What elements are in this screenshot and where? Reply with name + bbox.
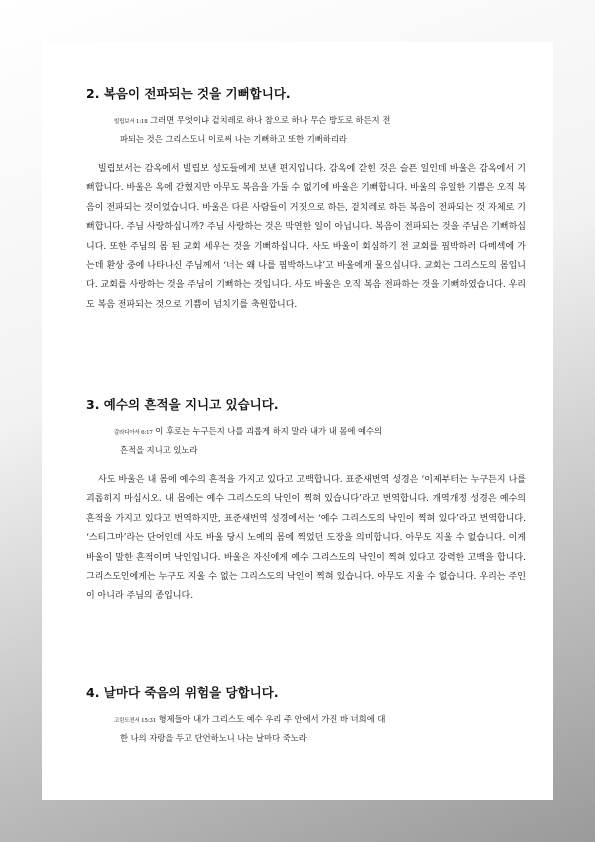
verse-text-line1: 그러면 무엇이냐 겉치레로 하나 참으로 하나 무슨 방도로 하든지 전 bbox=[150, 115, 391, 125]
body-paragraph: 빌립보서는 감옥에서 빌립보 성도들에게 보낸 편지입니다. 감옥에 갇힌 것은 슬픈 일인데 바울은 감옥에서 기뻐합니다. 바울은 옥에 갇혔지만 아무도 복음을 가둘 수 없기에 바울은 기뻐합니다. 바울의 유일한 기쁨은 오직 복음이 전파되는 것이었습니다. 바울은 다른 사람들이 거짓으로 하든, 겉치레로 하든 복음이 전파되는 것 자체로 기뻐합니다. 주님 사랑하십니까? 주님 사랑하는 것은 막연한 일이 아닙니다. 복음이 전파되는 것을 주님은 기뻐하십니다. 또한 주님의 몸 된 교회 세우는 것을 기뻐하십니다. 사도 바울이 회심하기 전 교회를 핍박하러 다메섹에 가는데 환상 중에 나타나신 주님께서 ‘너는 왜 나를 핍박하느냐’고 바울에게 물으십니다. 교회는 그리스도의 몸입니다. 교회를 사랑하는 것을 주님이 기뻐하는 것입니다. 사도 바울은 오직 복음 전파하는 것을 기뻐하였습니다. 우리도 복음 전파되는 것으로 기쁨이 넘치기를 축원합니다. bbox=[86, 164, 526, 310]
section-4 bbox=[86, 685, 526, 747]
verse-text-line1: 형제들아 내가 그리스도 예수 우리 주 안에서 가진 바 너희에 대 bbox=[158, 714, 386, 724]
verse-reference: 고린도전서 15:31 bbox=[114, 718, 156, 724]
scripture-quote bbox=[114, 112, 498, 148]
verse-reference: 빌립보서 1:18 bbox=[114, 119, 148, 125]
verse-text-line2: 파되는 것은 그리스도니 이로써 나는 기뻐하고 또한 기뻐하리라 bbox=[120, 134, 347, 144]
section-heading: 3. 예수의 흔적을 지니고 있습니다. bbox=[86, 397, 279, 412]
section-3 bbox=[86, 397, 526, 607]
section-2 bbox=[86, 86, 526, 315]
body-paragraph: 사도 바울은 내 몸에 예수의 흔적을 가지고 있다고 고백합니다. 표준새번역 성경은 ‘이제부터는 누구든지 나를 괴롭히지 마십시오. 내 몸에는 예수 그리스도의 낙인이 찍혀 있습니다’라고 번역합니다. 개역개정 성경은 예수의 흔적을 가지고 있다고 번역하지만, 표준새번역 성경에서는 ‘예수 그리스도의 낙인이 찍혀 있다’라고 번역합니다. ‘스티그마’라는 단어인데 사도 바울 당시 노예의 몸에 찍었던 도장을 의미합니다. 아무도 지울 수 없습니다. 이게 바울이 말한 흔적이며 낙인입니다. 바울은 자신에게 예수 그리스도의 낙인이 찍혀 있다고 강력한 고백을 합니다. 그리스도인에게는 누구도 지울 수 없는 그리스도의 낙인이 찍혀 있습니다. 아무도 지울 수 없습니다. 우리는 주인이 아니라 주님의 종입니다. bbox=[86, 475, 526, 602]
section-heading: 2. 복음이 전파되는 것을 기뻐합니다. bbox=[86, 86, 291, 101]
verse-text-line2: 흔적을 지니고 있노라 bbox=[120, 445, 198, 455]
section-heading: 4. 날마다 죽음의 위험을 당합니다. bbox=[86, 685, 279, 700]
verse-text-line1: 이 후로는 누구든지 나를 괴롭게 하지 말라 내가 내 몸에 예수의 bbox=[155, 426, 383, 436]
scripture-quote bbox=[114, 423, 498, 459]
verse-text-line2: 한 나의 자랑을 두고 단언하노니 나는 날마다 죽노라 bbox=[120, 733, 307, 743]
scripture-quote bbox=[114, 711, 498, 747]
verse-reference: 갈라디아서 6:17 bbox=[114, 430, 153, 436]
document-page bbox=[42, 42, 553, 800]
